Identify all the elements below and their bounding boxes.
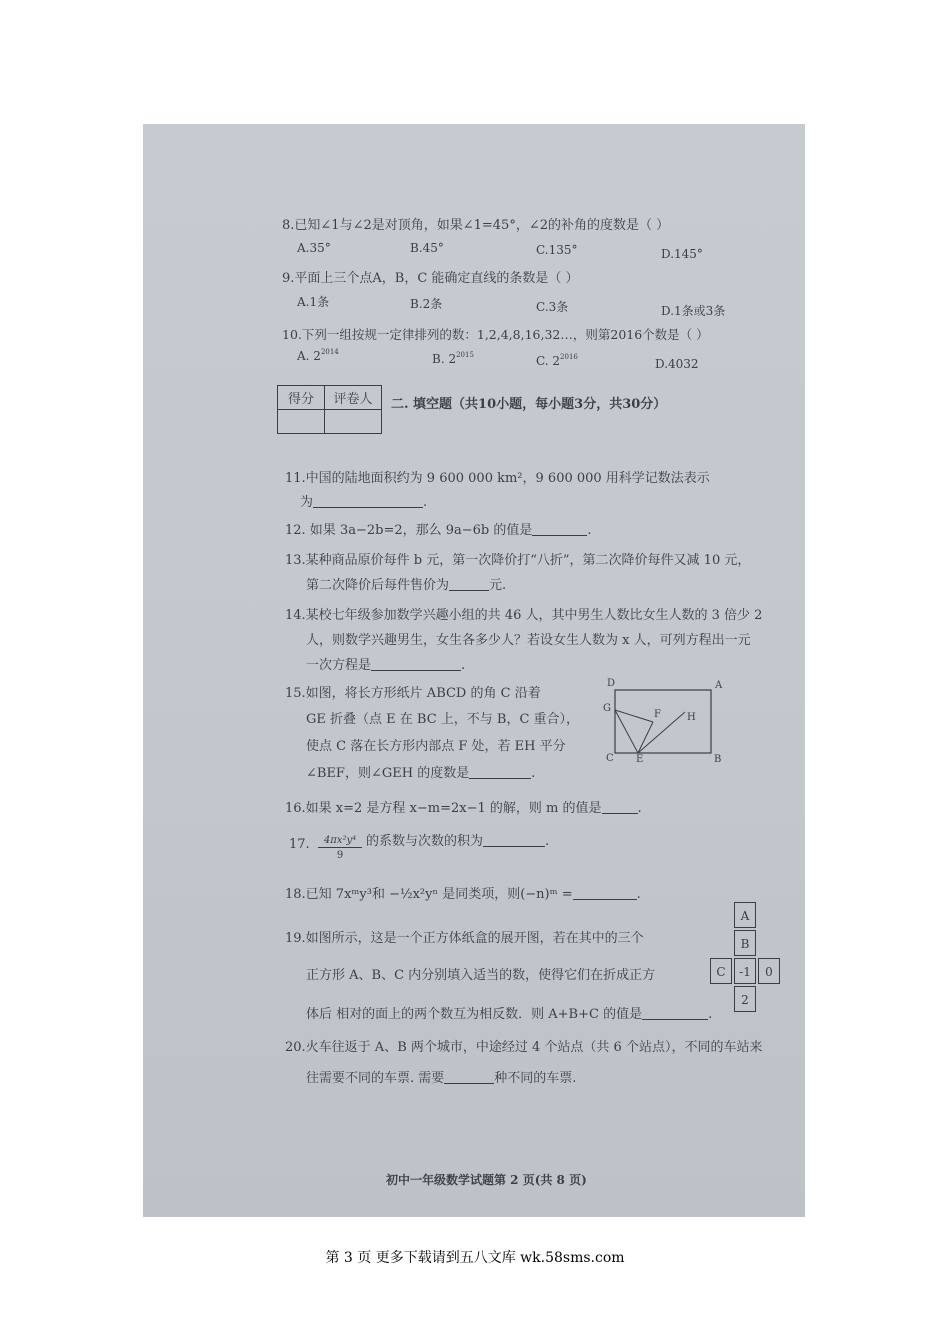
fig15-label-e: E xyxy=(636,754,644,765)
q11-answer-blank[interactable] xyxy=(313,496,423,508)
score-cell xyxy=(278,410,325,434)
cube-net-minus1: -1 xyxy=(734,958,756,984)
fig15-label-h: H xyxy=(687,712,696,723)
q17-answer-blank[interactable] xyxy=(483,835,545,847)
q9-option-a: A.1条 xyxy=(297,295,330,309)
q12: 12. 如果 3a−2b=2，那么 9a−6b 的值是 . xyxy=(285,523,592,538)
score-table xyxy=(277,385,382,434)
q16: 16.如果 x=2 是方程 x−m=2x−1 的解，则 m 的值是 . xyxy=(285,801,642,816)
q10-stem: 10.下列一组按规一定律排列的数：1,2,4,8,16,32…，则第2016个数是（ ） xyxy=(282,327,709,342)
segment-fe xyxy=(638,722,653,753)
fig15-label-d: D xyxy=(607,678,616,689)
cube-net-c: C xyxy=(710,958,732,984)
q13-answer-blank[interactable] xyxy=(449,579,489,591)
q17-denominator: 9 xyxy=(336,850,344,861)
q19-answer-blank[interactable] xyxy=(642,1008,708,1020)
q14-line3: 一次方程是 . xyxy=(306,658,466,673)
cube-net-2: 2 xyxy=(734,986,756,1012)
q18: 18.已知 7xᵐy³和 −½x²yⁿ 是同类项，则(−n)ᵐ = . xyxy=(285,887,641,902)
q16-answer-blank[interactable] xyxy=(602,802,638,814)
grader-cell xyxy=(325,410,382,434)
fig15-label-b: B xyxy=(714,754,722,765)
q15-line1: 15.如图，将长方形纸片 ABCD 的角 C 沿着 xyxy=(285,686,541,701)
q20-line1: 20.火车往返于 A、B 两个城市，中途经过 4 个站点（共 6 个站点），不同的车站来 xyxy=(285,1040,763,1055)
q10-option-a: A. $2^{2014}$ xyxy=(297,348,339,363)
q10-option-b: B. $2^{2015}$ xyxy=(432,351,474,366)
fig15-label-f: F xyxy=(654,709,661,720)
q14-line2: 人，则数学兴趣男生，女生各多少人？若设女生人数为 x 人，可列方程出一元 xyxy=(306,633,751,648)
segment-eh xyxy=(638,709,685,753)
q19-line3: 体后 相对的面上的两个数互为相反数．则 A+B+C 的值是 . xyxy=(306,1007,713,1022)
scanned-exam-photo xyxy=(143,124,805,1217)
cube-net-b: B xyxy=(734,930,756,956)
q9-option-d: D.1条或3条 xyxy=(661,304,726,318)
photo-footer: 初中一年级数学试题第 2 页(共 8 页) xyxy=(386,1173,587,1187)
q15-line3: 使点 C 落在长方形内部点 F 处，若 EH 平分 xyxy=(306,739,566,754)
fig15-label-c: C xyxy=(606,753,614,764)
q13-line1: 13.某种商品原价每件 b 元，第一次降价打“八折”，第二次降价每件又减 10 元， xyxy=(285,553,751,568)
q9-option-c: C.3条 xyxy=(536,300,569,314)
q14-line1: 14.某校七年级参加数学兴趣小组的共 46 人，其中男生人数比女生人数的 3 倍少 2 xyxy=(285,608,763,623)
q11-line2: 为 . xyxy=(300,495,428,510)
q19-line2: 正方形 A、B、C 内分别填入适当的数，使得它们在折成正方 xyxy=(306,968,656,983)
q17-numerator: 4πx²y⁴ xyxy=(318,835,362,848)
q15-line4: ∠BEF，则∠GEH 的度数是 . xyxy=(306,766,536,781)
section2-title: 二. 填空题（共10小题，每小题3分，共30分） xyxy=(391,397,667,412)
page-footer: 第 3 页 更多下载请到五八文库 wk.58sms.com xyxy=(325,1250,625,1266)
q17-fraction xyxy=(318,835,362,861)
q8-option-a: A.35° xyxy=(297,241,331,255)
q9-stem: 9.平面上三个点A，B，C 能确定直线的条数是（ ） xyxy=(282,271,579,286)
q12-answer-blank[interactable] xyxy=(532,524,587,536)
q9-option-b: B.2条 xyxy=(410,297,443,311)
q20-answer-blank[interactable] xyxy=(444,1072,494,1084)
q19-line1: 19.如图所示，这是一个正方体纸盒的展开图，若在其中的三个 xyxy=(285,931,644,946)
q10-option-c: C. $2^{2016}$ xyxy=(536,353,578,368)
q8-option-d: D.145° xyxy=(661,247,703,261)
q8-option-c: C.135° xyxy=(536,243,578,257)
figure-15-rectangle xyxy=(601,680,721,770)
rectangle-abcd xyxy=(615,690,711,753)
cube-net-a: A xyxy=(734,902,756,928)
q10-option-d: D.4032 xyxy=(655,357,699,371)
q20-line2: 往需要不同的车票. 需要 种不同的车票. xyxy=(306,1071,577,1086)
q18-answer-blank[interactable] xyxy=(573,888,637,900)
q17-number: 17. xyxy=(289,837,310,852)
q13-line2: 第二次降价后每件售价为 元. xyxy=(306,578,507,593)
grader-label: 评卷人 xyxy=(325,386,382,410)
q11-line1: 11.中国的陆地面积约为 9 600 000 km²，9 600 000 用科学记数法表示 xyxy=(285,471,710,486)
q15-line2: GE 折叠（点 E 在 BC 上，不与 B，C 重合）， xyxy=(306,712,580,727)
q15-answer-blank[interactable] xyxy=(469,767,531,779)
q17-text: 的系数与次数的积为 . xyxy=(366,834,550,849)
fig15-label-g: G xyxy=(603,703,611,714)
score-label: 得分 xyxy=(278,386,325,410)
q8-option-b: B.45° xyxy=(410,241,444,255)
fig15-label-a: A xyxy=(715,680,723,691)
q8-stem: 8.已知∠1与∠2是对顶角，如果∠1=45°，∠2的补角的度数是（ ） xyxy=(282,218,670,233)
q14-answer-blank[interactable] xyxy=(371,659,461,671)
cube-net-0: 0 xyxy=(758,958,780,984)
